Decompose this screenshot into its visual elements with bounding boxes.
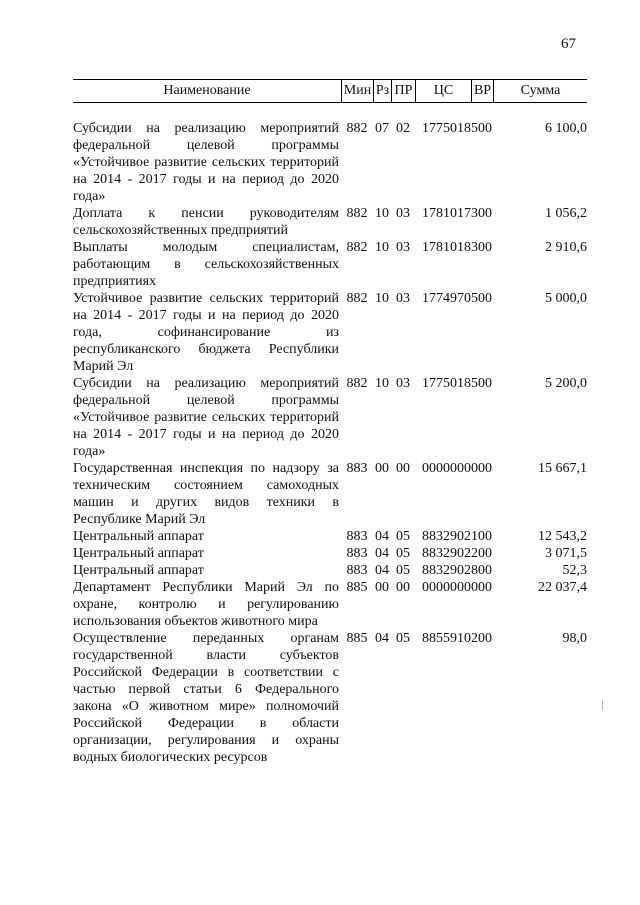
row-rz: 10	[375, 291, 389, 306]
row-sum: 12 543,2	[538, 529, 587, 544]
row-min: 882	[346, 121, 368, 136]
header-vr: ВР	[471, 80, 493, 102]
table-header	[73, 79, 587, 103]
row-name: Центральный аппарат	[73, 563, 204, 578]
row-pr: 05	[396, 631, 410, 646]
row-pr: 03	[396, 206, 410, 221]
row-cs: 8855910	[422, 631, 471, 646]
row-vr: 000	[471, 461, 492, 476]
row-vr: 500	[471, 121, 492, 136]
table-body	[73, 120, 587, 766]
row-sum: 5 200,0	[545, 376, 587, 391]
table-row	[73, 562, 587, 579]
row-vr: 500	[471, 376, 492, 391]
row-name: Осуществление переданных органам государственной власти субъектов Российской Федерации в соответствии с частью первой статьи 6 Федерального закона «О животном мире» полномочий Российской Федерации в области организации, регулирования и охраны водных биологических ресурсов	[73, 631, 339, 765]
row-vr: 200	[471, 631, 492, 646]
row-cs: 0000000	[422, 580, 471, 595]
row-sum: 5 000,0	[545, 291, 587, 306]
row-cs: 1775018	[422, 121, 471, 136]
row-rz: 00	[375, 461, 389, 476]
row-rz: 04	[375, 563, 389, 578]
row-cs: 1775018	[422, 376, 471, 391]
row-sum: 3 071,5	[545, 546, 587, 561]
row-cs: 8832902	[422, 529, 471, 544]
row-rz: 10	[375, 206, 389, 221]
row-min: 883	[346, 563, 368, 578]
row-min: 883	[346, 461, 368, 476]
table-row	[73, 290, 587, 375]
row-name: Центральный аппарат	[73, 529, 204, 544]
table-row	[73, 528, 587, 545]
row-cs: 8832902	[422, 546, 471, 561]
row-pr: 03	[396, 376, 410, 391]
row-sum: 6 100,0	[545, 121, 587, 136]
header-cs: ЦС	[415, 80, 471, 102]
row-min: 883	[346, 546, 368, 561]
row-vr: 200	[471, 546, 492, 561]
row-pr: 02	[396, 121, 410, 136]
row-name: Государственная инспекция по надзору за техническим состоянием самоходных машин и других видов техники в Республике Марий Эл	[73, 461, 339, 527]
row-sum: 22 037,4	[538, 580, 587, 595]
row-pr: 00	[396, 580, 410, 595]
header-pr: ПР	[391, 80, 415, 102]
row-min: 882	[346, 240, 368, 255]
row-min: 882	[346, 291, 368, 306]
row-rz: 00	[375, 580, 389, 595]
row-rz: 07	[375, 121, 389, 136]
row-min: 883	[346, 529, 368, 544]
row-rz: 10	[375, 240, 389, 255]
page-number: 67	[561, 36, 576, 52]
header-min: Мин	[341, 80, 373, 102]
row-sum: 15 667,1	[538, 461, 587, 476]
table-row	[73, 579, 587, 630]
row-sum: 98,0	[562, 631, 587, 646]
row-vr: 300	[471, 206, 492, 221]
row-name: Доплата к пенсии руководителям сельскохозяйственных предприятий	[73, 206, 339, 238]
row-vr: 500	[471, 291, 492, 306]
table-row	[73, 205, 587, 239]
row-cs: 1774970	[422, 291, 471, 306]
row-min: 882	[346, 376, 368, 391]
header-rz: Рз	[373, 80, 391, 102]
row-name: Департамент Республики Марий Эл по охране, контролю и регулированию использования объектов животного мира	[73, 580, 339, 629]
row-cs: 0000000	[422, 461, 471, 476]
row-pr: 05	[396, 529, 410, 544]
row-rz: 10	[375, 376, 389, 391]
header-name: Наименование	[163, 83, 251, 98]
row-pr: 05	[396, 546, 410, 561]
row-name: Устойчивое развитие сельских территорий на 2014 - 2017 годы и на период до 2020 года, софинансирование из республиканского бюджета Республики Марий Эл	[73, 291, 339, 374]
row-cs: 1781018	[422, 240, 471, 255]
table-row	[73, 239, 587, 290]
row-rz: 04	[375, 529, 389, 544]
row-name: Центральный аппарат	[73, 546, 204, 561]
table-row	[73, 120, 587, 205]
table-row	[73, 545, 587, 562]
row-name: Субсидии на реализацию мероприятий федеральной целевой программы «Устойчивое развитие сельских территорий на 2014 - 2017 годы и на период до 2020 года»	[73, 121, 339, 204]
row-pr: 00	[396, 461, 410, 476]
row-min: 882	[346, 206, 368, 221]
header-sum: Сумма	[493, 80, 587, 102]
row-vr: 000	[471, 580, 492, 595]
row-pr: 03	[396, 291, 410, 306]
row-rz: 04	[375, 631, 389, 646]
row-name: Субсидии на реализацию мероприятий федеральной целевой программы «Устойчивое развитие сельских территорий на 2014 - 2017 годы и на период до 2020 года»	[73, 376, 339, 459]
row-cs: 8832902	[422, 563, 471, 578]
row-pr: 03	[396, 240, 410, 255]
row-vr: 100	[471, 529, 492, 544]
row-sum: 52,3	[562, 563, 587, 578]
row-sum: 1 056,2	[545, 206, 587, 221]
row-pr: 05	[396, 563, 410, 578]
table-row	[73, 375, 587, 460]
row-rz: 04	[375, 546, 389, 561]
row-name: Выплаты молодым специалистам, работающим в сельскохозяйственных предприятиях	[73, 240, 339, 289]
scan-mark	[602, 700, 603, 710]
row-min: 885	[346, 631, 368, 646]
row-min: 885	[346, 580, 368, 595]
table-row	[73, 630, 587, 766]
table-row	[73, 460, 587, 528]
budget-table	[73, 79, 587, 766]
row-vr: 800	[471, 563, 492, 578]
row-cs: 1781017	[422, 206, 471, 221]
row-sum: 2 910,6	[545, 240, 587, 255]
row-vr: 300	[471, 240, 492, 255]
